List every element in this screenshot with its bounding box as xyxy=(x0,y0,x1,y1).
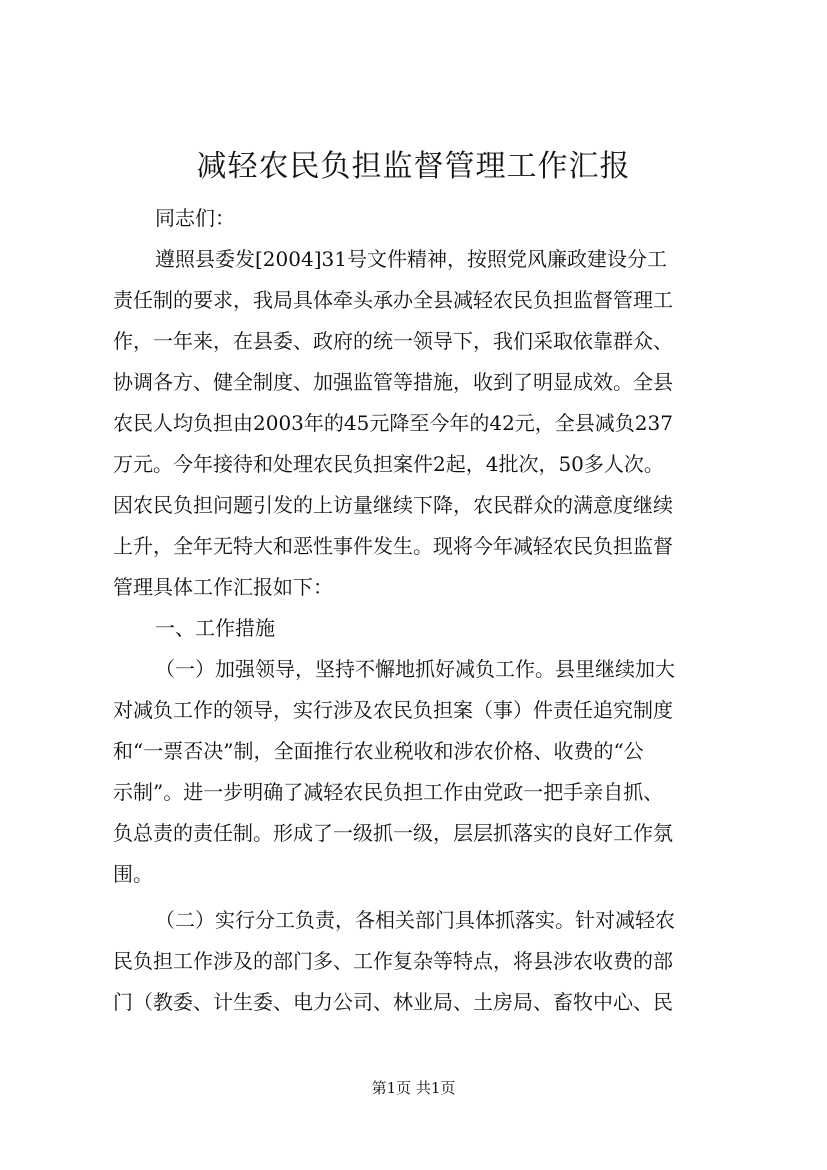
body-line: 民负担工作涉及的部门多、工作复杂等特点，将县涉农收费的部 xyxy=(113,949,673,973)
body-line: 管理具体工作汇报如下： xyxy=(113,575,333,599)
body-line: 示制”。进一步明确了减轻农民负担工作由党政一把手亲自抓、 xyxy=(113,780,664,804)
body-line: 和“一票否决”制，全面推行农业税收和涉农价格、收费的“公 xyxy=(113,739,644,763)
body-line: 协调各方、健全制度、加强监管等措施，收到了明显成效。全县 xyxy=(113,370,673,394)
body-line: （二）实行分工负责，各相关部门具体抓落实。针对减轻农 xyxy=(155,908,675,932)
body-line: 负总责的责任制。形成了一级抓一级，层层抓落实的良好工作氛 xyxy=(113,821,673,845)
body-line: 责任制的要求，我局具体牵头承办全县减轻农民负担监督管理工 xyxy=(113,288,673,312)
body-line: （一）加强领导，坚持不懈地抓好减负工作。县里继续加大 xyxy=(155,657,675,681)
section-heading: 一、工作措施 xyxy=(155,616,275,640)
body-line: 万元。今年接待和处理农民负担案件2起，4批次，50多人次。 xyxy=(113,452,664,476)
greeting: 同志们： xyxy=(155,206,235,230)
body-line: 因农民负担问题引发的上访量继续下降，农民群众的满意度继续 xyxy=(113,493,673,517)
document-title: 减轻农民负担监督管理工作汇报 xyxy=(196,149,631,184)
body-line: 门（教委、计生委、电力公司、林业局、土房局、畜牧中心、民 xyxy=(113,990,673,1014)
body-line: 农民人均负担由2003年的45元降至今年的42元，全县减负237 xyxy=(113,411,673,435)
page-number-footer: 第1页 共1页 xyxy=(371,1079,456,1097)
body-line: 围。 xyxy=(113,862,153,886)
body-line: 对减负工作的领导，实行涉及农民负担案（事）件责任追究制度 xyxy=(113,698,673,722)
body-line: 上升，全年无特大和恶性事件发生。现将今年减轻农民负担监督 xyxy=(113,534,673,558)
body-line: 作，一年来，在县委、政府的统一领导下，我们采取依靠群众、 xyxy=(113,329,673,353)
body-line: 遵照县委发[2004]31号文件精神，按照党风廉政建设分工 xyxy=(155,247,667,271)
